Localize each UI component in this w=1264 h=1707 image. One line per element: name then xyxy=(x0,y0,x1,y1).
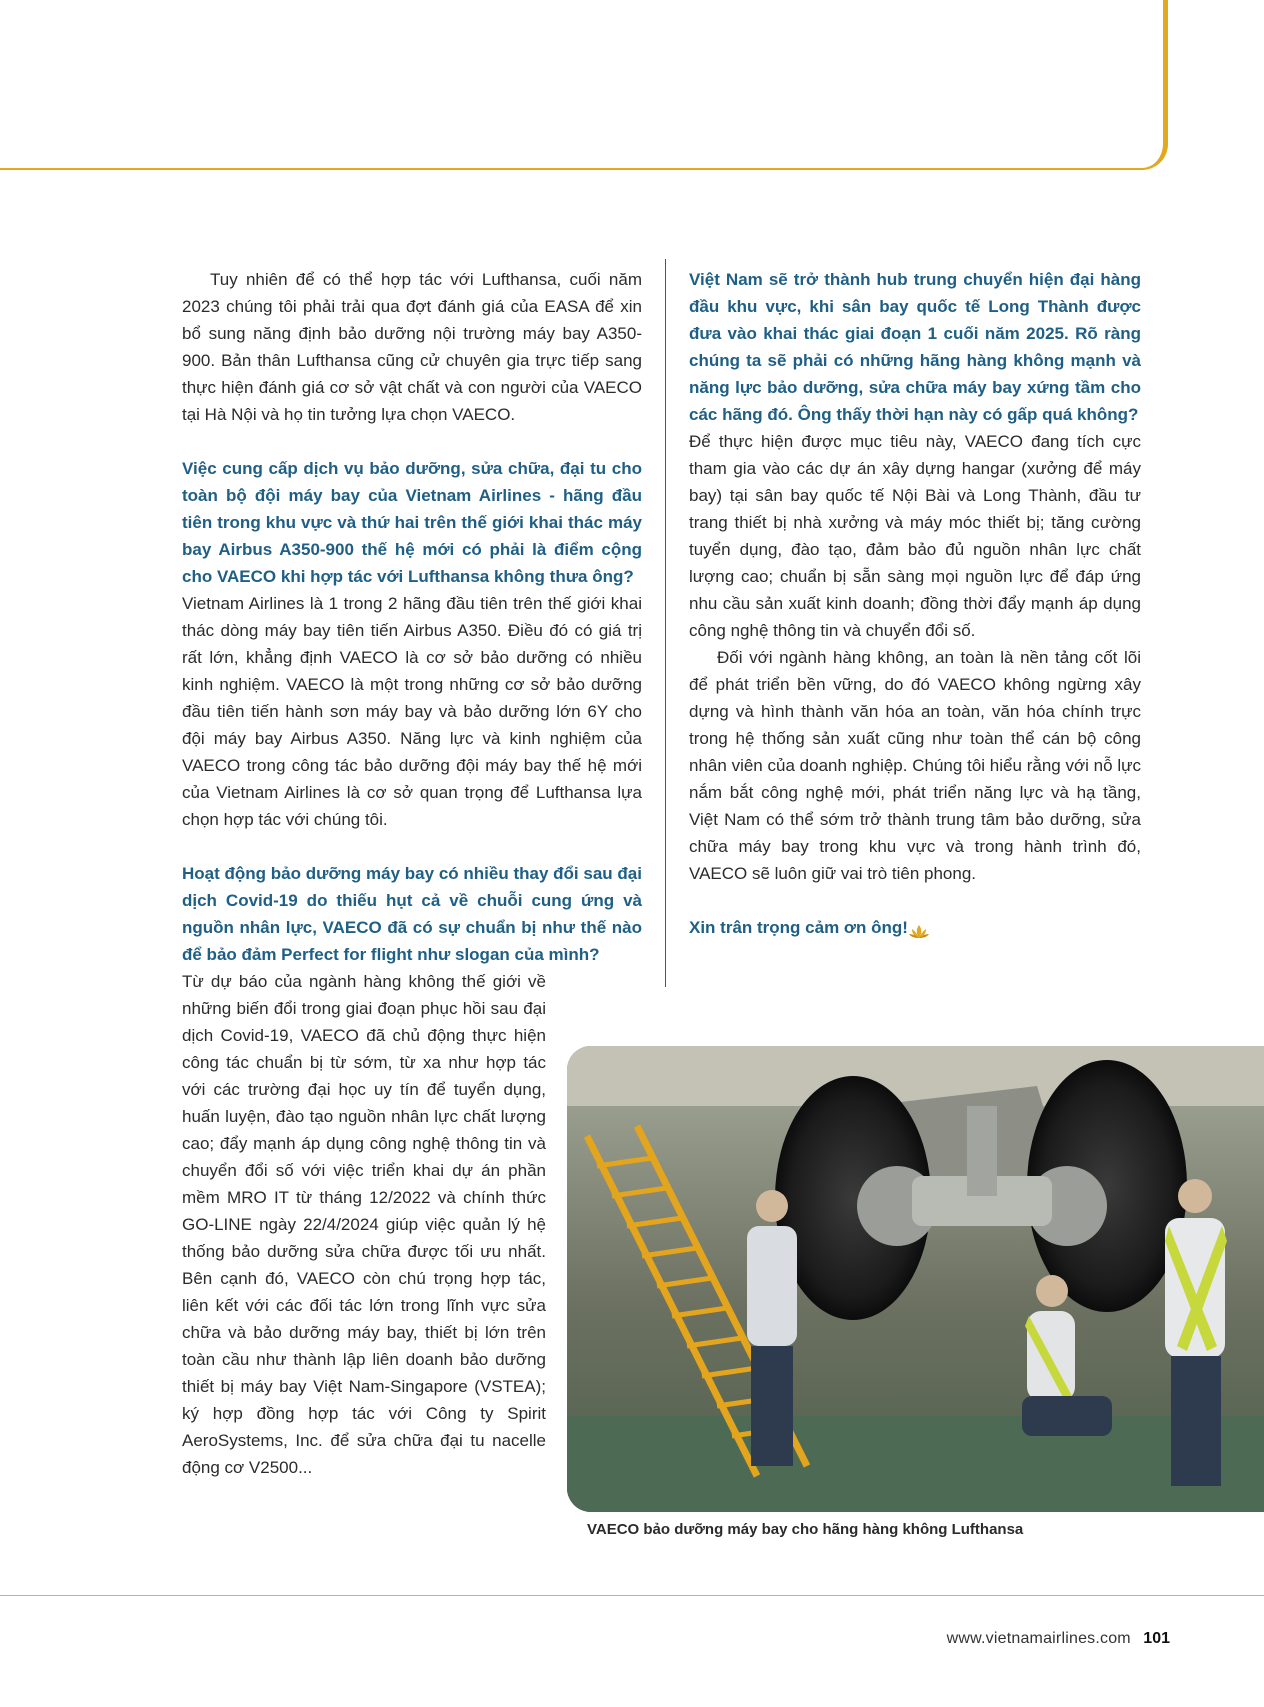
answer-long-thanh: Để thực hiện được mục tiêu này, VAECO đang tích cực tham gia vào các dự án xây dựng hangar (xưởng để máy bay) tại sân bay quốc tế Nội Bài và Long Thành, đầu tư trang thiết bị nhà xưởng và máy móc thiết bị; tăng cường tuyển dụng, đào tạo, đảm bảo đủ nguồn nhân lực chất lượng cao; chuẩn bị sẵn sàng mọi nguồn lực để đáp ứng nhu cầu sản xuất kinh doanh; đồng thời đẩy mạnh áp dụng công nghệ thông tin và chuyển đổi số. xyxy=(689,432,1141,640)
bottom-rule xyxy=(0,1595,1264,1596)
answer-a350: Vietnam Airlines là 1 trong 2 hãng đầu tiên trên thế giới khai thác dòng máy bay tiên tiến Airbus A350. Điều đó có giá trị rất lớn, khẳng định VAECO là cơ sở bảo dưỡng có nhiều kinh nghiệm. VAECO là một trong những cơ sở bảo dưỡng đầu tiên tiến hành sơn máy bay và bảo dưỡng lớn 6Y cho đội máy bay Airbus A350. Năng lực và kinh nghiệm của VAECO trong công tác bảo dưỡng đội máy bay thế hệ mới của Vietnam Airlines là cơ sở quan trọng để Lufthansa lựa chọn hợp tác với chúng tôi. xyxy=(182,594,642,829)
intro-paragraph: Tuy nhiên để có thể hợp tác với Lufthansa, cuối năm 2023 chúng tôi phải trải qua đợt đánh giá của EASA để xin bổ sung năng định bảo dưỡng nội trường máy bay A350-900. Bản thân Lufthansa cũng cử chuyên gia trực tiếp sang thực hiện đánh giá cơ sở vật chất và con người của VAECO tại Hà Nội và họ tin tưởng lựa chọn VAECO. xyxy=(182,270,642,424)
page-number: 101 xyxy=(1143,1630,1170,1647)
question-covid: Hoạt động bảo dưỡng máy bay có nhiều thay đổi sau đại dịch Covid-19 do thiếu hụt cả về chuỗi cung ứng và nguồn nhân lực, VAECO đã có sự chuẩn bị như thế nào để bảo đảm Perfect for flight như slogan của mình? xyxy=(182,864,642,964)
page-footer xyxy=(947,1630,1170,1648)
top-frame-decoration xyxy=(0,0,1168,170)
question-a350: Việc cung cấp dịch vụ bảo dưỡng, sửa chữa, đại tu cho toàn bộ đội máy bay của Vietnam Airlines - hãng đầu tiên trong khu vực và thứ hai trên thế giới khai thác máy bay Airbus A350-900 thế hệ mới có phải là điểm cộng cho VAECO khi hợp tác với Lufthansa không thưa ông? xyxy=(182,459,642,586)
photo-caption: VAECO bảo dưỡng máy bay cho hãng hàng không Lufthansa xyxy=(587,1521,1024,1538)
column-divider xyxy=(665,259,666,987)
footer-url: www.vietnamairlines.com xyxy=(946,1630,1131,1647)
safety-paragraph: Đối với ngành hàng không, an toàn là nền tảng cốt lõi để phát triển bền vững, do đó VAECO không ngừng xây dựng và hình thành văn hóa an toàn, văn hóa chính trực trong hệ thống sản xuất cũng như toàn thể cán bộ công nhân viên của doanh nghiệp. Chúng tôi hiểu rằng với nỗ lực nắm bắt công nghệ mới, phát triển năng lực và hạ tầng, Việt Nam có thể sớm trở thành trung tâm bảo dưỡng, sửa chữa máy bay trong khu vực và trong hành trình đó, VAECO sẽ luôn giữ vai trò tiên phong. xyxy=(689,648,1141,883)
thanks-line xyxy=(689,914,1141,941)
question-long-thanh: Việt Nam sẽ trở thành hub trung chuyển hiện đại hàng đầu khu vực, khi sân bay quốc tế Long Thành được đưa vào khai thác giai đoạn 1 cuối năm 2025. Rõ ràng chúng ta sẽ phải có những hãng hàng không mạnh và năng lực bảo dưỡng, sửa chữa máy bay xứng tầm cho các hãng đó. Ông thấy thời hạn này có gấp quá không? xyxy=(689,270,1141,424)
answer-covid: Từ dự báo của ngành hàng không thế giới về những biến đổi trong giai đoạn phục hồi sau đại dịch Covid-19, VAECO đã chủ động thực hiện công tác chuẩn bị từ sớm, từ xa như hợp tác với các trường đại học uy tín để tuyển dụng, huấn luyện, đào tạo nguồn nhân lực chất lượng cao; đẩy mạnh áp dụng công nghệ thông tin và chuyển đổi số với việc triển khai dự án phần mềm MRO IT từ tháng 12/2022 và chính thức GO-LINE ngày 22/4/2024 giúp việc quản lý hệ thống bảo dưỡng sửa chữa được tối ưu nhất. Bên cạnh đó, VAECO còn chú trọng hợp tác, liên kết với các đối tác lớn trong lĩnh vực sửa chữa và bảo dưỡng máy bay, thiết bị lớn trên toàn cầu như thành lập liên doanh bảo dưỡng thiết bị máy bay Việt Nam-Singapore (VSTEA); ký hợp đồng hợp tác với Công ty Spirit AeroSystems, Inc. để sửa chữa đại tu nacelle động cơ V2500... xyxy=(182,972,546,1477)
right-column xyxy=(689,266,1141,941)
thanks-text: Xin trân trọng cảm ơn ông! xyxy=(689,918,908,937)
maintenance-photo xyxy=(567,1046,1264,1512)
lotus-icon xyxy=(908,921,930,937)
